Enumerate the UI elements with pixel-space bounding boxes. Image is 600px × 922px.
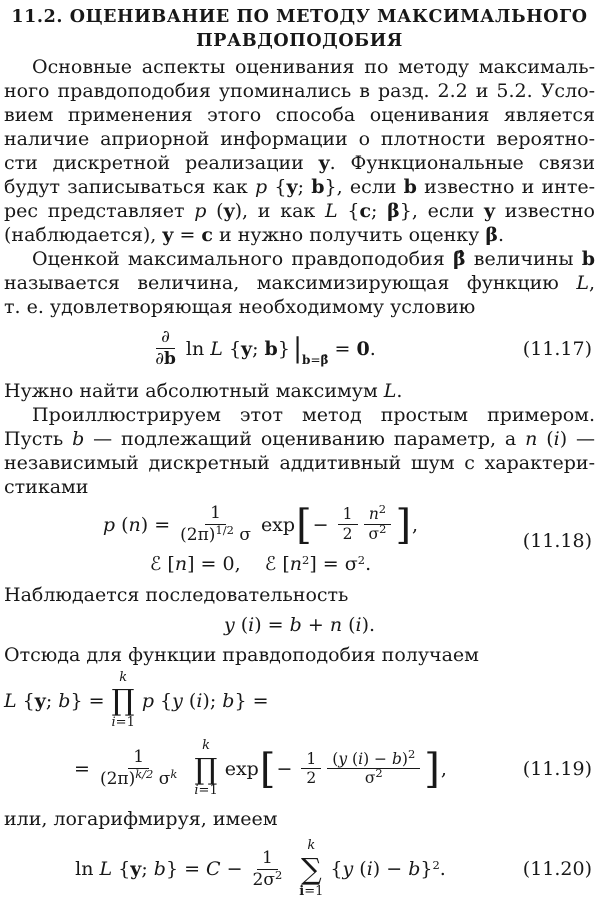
text-segment: (2π): [180, 525, 216, 545]
paragraph-estimate-definition: [4, 247, 595, 319]
equation-11-20: [4, 839, 595, 899]
minus-sign: [276, 758, 298, 780]
normalization-fraction: [175, 503, 256, 547]
text-segment: ) −: [363, 749, 392, 768]
text-segment: }, если: [324, 176, 404, 198]
squared-residual-term: [330, 858, 445, 880]
variance-fraction: [248, 848, 288, 892]
text-segment: ;: [252, 337, 265, 360]
text-segment: ln: [75, 858, 100, 881]
fraction-numerator: [364, 502, 391, 525]
text-segment: .: [369, 337, 376, 360]
text-segment: 2: [357, 552, 366, 567]
text-line: [4, 451, 595, 475]
text-line: [4, 427, 595, 451]
text-segment: ).: [361, 613, 376, 636]
fraction-numerator: [128, 747, 149, 769]
equation-11-18-row2: [4, 549, 517, 579]
text-segment: будут записываться как: [4, 176, 256, 198]
text-segment: b: [289, 613, 302, 636]
text-segment: b: [581, 248, 596, 270]
text-line: [4, 807, 595, 831]
text-segment: известно и инте-: [416, 176, 596, 198]
noise-ratio-fraction: [364, 502, 392, 543]
evaluated-at-bar: [292, 332, 329, 367]
text-segment: b: [264, 337, 278, 360]
text-segment: 1: [262, 847, 273, 868]
text-segment: y: [223, 613, 235, 636]
text-segment: n: [525, 427, 538, 450]
text-segment: вием применения этого способа оценивания является: [4, 104, 595, 126]
text-segment: (: [115, 513, 129, 536]
text-segment: [: [276, 552, 290, 575]
text-line: [4, 295, 595, 319]
text-line: [4, 223, 595, 247]
text-segment: y: [286, 176, 298, 198]
text-segment: =: [173, 224, 202, 246]
text-segment: или, логарифмируя, имеем: [4, 808, 278, 831]
text-segment: ℰ: [264, 552, 277, 575]
text-segment: p: [255, 176, 268, 198]
text-segment: y: [241, 337, 253, 360]
text-segment: наличие априорной информации о плотности вероятно-: [4, 128, 595, 150]
text-segment: β: [387, 200, 400, 222]
text-segment: c: [359, 200, 372, 222]
moment-conditions: [150, 553, 371, 575]
text-segment: y: [34, 689, 46, 712]
text-line: [4, 127, 595, 151]
text-segment: =1: [198, 783, 218, 799]
text-segment: . Функциональные связи: [329, 152, 595, 174]
text-segment: i: [553, 427, 560, 450]
text-segment: C: [206, 858, 221, 881]
text-segment: i: [194, 783, 199, 799]
text-segment: L: [210, 337, 223, 360]
text-segment: i: [111, 714, 116, 730]
text-segment: b: [153, 858, 166, 881]
text-segment: }: [420, 858, 433, 881]
product-symbol: ∏: [194, 751, 218, 786]
text-line: [4, 79, 595, 103]
fraction-numerator: [327, 746, 420, 770]
text-segment: Оценкой максимального правдоподобия: [32, 248, 453, 270]
one-half-fraction: [301, 750, 321, 788]
equation-11-18: [4, 503, 595, 579]
text-segment: b: [58, 689, 71, 712]
text-segment: σ: [364, 769, 376, 788]
text-segment: Наблюдается последовательность: [4, 583, 349, 606]
text-line: [4, 151, 595, 175]
text-segment: ln: [185, 337, 211, 360]
text-segment: n: [329, 613, 343, 636]
one-half-fraction: [338, 505, 358, 543]
text-segment: n: [289, 552, 303, 575]
text-segment: ∂: [155, 349, 165, 370]
right-bracket: ]: [424, 745, 440, 793]
text-segment: т. е. удовлетворяющая необходимому условию: [4, 296, 476, 318]
fraction-denominator: [338, 525, 358, 544]
fraction-denominator: [248, 867, 288, 891]
text-segment: L: [325, 200, 338, 222]
text-segment: 1: [133, 747, 145, 768]
fraction-denominator: [360, 766, 388, 788]
partial-derivative-fraction: [150, 327, 181, 371]
text-segment: y: [484, 200, 496, 222]
text-line: [4, 271, 595, 295]
text-segment: ;: [141, 858, 154, 881]
text-segment: ;: [371, 200, 388, 222]
text-segment: 1: [306, 749, 317, 768]
text-segment: 1/2: [215, 523, 234, 537]
product-operator: [194, 739, 217, 799]
text-segment: c: [201, 224, 213, 246]
text-segment: =1: [304, 883, 324, 899]
text-line: [4, 583, 595, 607]
text-segment: +: [301, 613, 330, 636]
paragraph-taking-logarithm: [4, 807, 595, 831]
text-segment: b: [311, 176, 325, 198]
text-segment: exp: [224, 757, 259, 780]
text-segment: σ: [233, 525, 251, 545]
equals-zero: [328, 338, 375, 360]
minus-sign: [313, 514, 335, 536]
text-segment: рес представляет: [4, 200, 195, 222]
product-term: [142, 690, 269, 712]
text-segment: y: [162, 224, 174, 246]
text-segment: {: [154, 689, 173, 712]
text-segment: y: [223, 200, 235, 222]
text-segment: −: [276, 757, 299, 780]
text-segment: p: [141, 689, 155, 712]
text-line: [4, 379, 595, 403]
log-likelihood-lhs: [75, 858, 242, 880]
text-segment: ): [401, 749, 408, 768]
text-line: [4, 247, 595, 271]
fraction-denominator: [301, 769, 321, 788]
text-segment: (: [234, 613, 249, 636]
text-segment: k: [170, 767, 178, 782]
normalization-fraction: [95, 747, 182, 791]
text-segment: 2: [274, 867, 283, 882]
equation-11-17: [4, 327, 595, 371]
equation-number-11-18: (11.18): [522, 529, 592, 552]
exp-operator: [261, 514, 295, 536]
paragraph-example-setup: [4, 379, 595, 499]
text-segment: 2: [378, 502, 387, 517]
text-segment: i: [299, 883, 305, 899]
text-segment: 2: [432, 858, 440, 873]
text-line: [4, 475, 595, 499]
text-segment: i: [248, 613, 255, 636]
left-bracket: [: [296, 501, 312, 548]
equation-number-11-20: (11.20): [522, 858, 592, 881]
text-segment: b: [164, 349, 176, 370]
text-line: [4, 403, 595, 427]
product-operator: [112, 671, 135, 731]
text-segment: k: [202, 737, 210, 753]
text-segment: Нужно найти абсолютный максимум: [4, 379, 384, 402]
fraction-numerator: [301, 750, 321, 770]
text-segment: ℰ: [149, 552, 162, 575]
text-segment: L: [99, 858, 113, 881]
text-segment: (: [332, 749, 339, 768]
text-segment: {: [222, 337, 242, 360]
text-segment: величины: [465, 248, 582, 270]
paragraph-likelihood-derivation: [4, 643, 595, 667]
text-segment: n: [368, 505, 379, 524]
text-segment: 1: [210, 502, 221, 523]
log-likelihood-expression: [186, 338, 290, 360]
text-segment: (2π): [99, 769, 136, 790]
observation-model-expression: [224, 614, 375, 636]
text-segment: ∂: [161, 327, 170, 347]
text-segment: {: [112, 858, 131, 881]
text-segment: k/2: [135, 767, 154, 782]
product-lower-limit: [194, 784, 217, 799]
text-segment: стиками: [4, 475, 89, 498]
text-segment: β: [485, 224, 498, 246]
text-segment: [: [161, 552, 175, 575]
sum-lower-limit: [299, 885, 323, 900]
text-segment: β̂: [452, 248, 466, 270]
text-segment: y: [318, 152, 330, 174]
paragraph-intro: [4, 55, 595, 247]
text-segment: {: [330, 858, 343, 881]
fraction-denominator: [364, 522, 392, 544]
text-segment: .: [396, 379, 403, 402]
fraction-numerator: [257, 848, 278, 870]
text-segment: (: [537, 427, 554, 450]
text-segment: 2: [342, 525, 353, 543]
text-segment: Отсюда для функции правдоподобия получаем: [4, 643, 479, 666]
text-segment: независимый дискретный аддитивный шум с характери-: [4, 451, 595, 474]
text-segment: p: [194, 200, 207, 222]
evaluation-subscript: [302, 354, 328, 366]
text-segment: }, если: [399, 200, 484, 222]
text-segment: ] = σ: [309, 552, 358, 575]
text-segment: } =: [70, 689, 105, 712]
text-segment: называется величина, максимизирующая функцию: [4, 272, 577, 294]
text-segment: y: [338, 749, 348, 768]
fraction-numerator: [338, 505, 358, 525]
text-segment: y: [342, 858, 354, 881]
text-segment: i: [196, 689, 203, 712]
text-segment: 2: [302, 552, 310, 567]
text-segment: 2: [407, 746, 416, 761]
text-segment: −: [220, 858, 243, 881]
text-segment: ного правдоподобия упоминались в разд. 2.2 и 5.2. Усло-: [4, 80, 595, 102]
text-segment: b: [391, 749, 402, 768]
text-segment: {: [337, 200, 360, 222]
text-segment: k: [119, 669, 128, 685]
trailing-comma: [412, 514, 418, 536]
equation-observation-model: [4, 614, 595, 636]
text-line: [4, 175, 595, 199]
left-bracket: [: [259, 745, 276, 793]
text-segment: exp: [260, 513, 296, 536]
fraction-denominator: [150, 349, 181, 370]
text-segment: −: [312, 513, 335, 536]
vertical-bar: |: [292, 332, 303, 364]
fraction-denominator: [95, 769, 182, 790]
text-segment: σ: [153, 769, 171, 790]
text-segment: ,: [412, 513, 419, 536]
text-segment: L: [576, 272, 589, 294]
product-lower-limit: [112, 716, 135, 731]
text-segment: {: [267, 176, 287, 198]
text-segment: (: [182, 689, 197, 712]
text-segment: ) −: [372, 858, 409, 881]
paragraph-observed-sequence: [4, 583, 595, 607]
text-segment: y: [130, 858, 142, 881]
text-segment: ] = 0,: [187, 552, 265, 575]
text-segment: (: [342, 613, 356, 636]
residual-ratio-fraction: [327, 746, 420, 788]
sum-operator: [299, 839, 323, 899]
text-segment: 1: [342, 505, 353, 524]
equation-11-19: [4, 739, 595, 799]
text-segment: n: [128, 513, 141, 536]
text-segment: (наблюдается),: [4, 224, 163, 246]
section-heading-line1: 11.2. ОЦЕНИВАНИЕ ПО МЕТОДУ МАКСИМАЛЬНОГО: [11, 7, 588, 27]
exp-operator: [225, 758, 259, 780]
text-segment: b: [72, 427, 85, 450]
text-segment: 2: [306, 769, 317, 788]
text-segment: (: [347, 749, 359, 768]
text-segment: b: [403, 176, 417, 198]
text-segment: 2: [375, 766, 383, 781]
equation-number-11-19: (11.19): [522, 757, 592, 780]
text-segment: } =: [234, 689, 269, 712]
density-lhs: [103, 514, 170, 536]
text-segment: 2: [379, 522, 387, 536]
text-segment: σ: [368, 525, 380, 543]
text-segment: y: [172, 689, 183, 712]
section-heading: [4, 6, 595, 53]
text-segment: ;: [45, 689, 59, 712]
right-bracket: ]: [395, 501, 412, 548]
text-segment: — подлежащий оцениванию параметр, а: [84, 427, 526, 450]
equals-sign: [74, 758, 90, 780]
text-segment: b: [222, 689, 235, 712]
text-segment: }: [277, 337, 290, 360]
text-line: [4, 643, 595, 667]
text-line: [4, 103, 595, 127]
fraction-numerator: [205, 503, 226, 525]
product-symbol: ∏: [111, 683, 135, 718]
text-segment: n: [174, 552, 188, 575]
text-segment: Пусть: [4, 427, 73, 450]
text-segment: L: [383, 379, 397, 402]
text-segment: i: [355, 613, 362, 636]
equation-number-11-17: (11.17): [522, 337, 592, 360]
text-segment: p: [102, 513, 116, 536]
text-segment: 2σ: [252, 869, 275, 890]
text-segment: .: [365, 552, 372, 575]
text-segment: β̂: [320, 352, 329, 367]
sum-symbol: ∑: [301, 852, 322, 887]
text-segment: (: [206, 200, 224, 222]
text-segment: Основные аспекты оценивания по методу максималь-: [32, 56, 595, 78]
text-segment: Проиллюстрируем этот метод простым примером.: [32, 403, 595, 426]
text-segment: (: [353, 858, 367, 881]
equation-11-18-row1: [4, 503, 517, 547]
text-segment: =: [328, 337, 357, 360]
text-segment: ,: [440, 757, 447, 780]
text-segment: =1: [115, 714, 135, 730]
text-segment: ), и как: [234, 200, 325, 222]
text-segment: } =: [165, 858, 207, 881]
text-segment: и нужно получить оценку: [212, 224, 486, 246]
text-line: [4, 55, 595, 79]
equation-likelihood-product: [4, 671, 595, 731]
text-segment: .: [439, 858, 446, 881]
text-segment: ) =: [140, 513, 171, 536]
text-segment: i: [366, 858, 373, 881]
text-segment: =: [74, 757, 90, 780]
text-segment: сти дискретной реализации: [4, 152, 319, 174]
likelihood-lhs: [4, 690, 105, 712]
trailing-comma: [441, 758, 447, 780]
text-segment: b: [302, 352, 311, 367]
text-segment: L: [4, 689, 17, 712]
section-heading-line2: ПРАВДОПОДОБИЯ: [196, 31, 403, 51]
text-segment: i: [358, 749, 364, 768]
text-segment: {: [16, 689, 35, 712]
text-segment: b: [408, 858, 421, 881]
text-segment: .: [497, 224, 504, 246]
text-segment: ;: [297, 176, 312, 198]
text-segment: );: [202, 689, 223, 712]
text-segment: k: [307, 838, 316, 854]
text-segment: известно: [495, 200, 595, 222]
text-segment: ) —: [559, 427, 596, 450]
fraction-numerator: [156, 327, 175, 349]
text-segment: =: [310, 352, 321, 367]
text-segment: 0: [356, 337, 370, 360]
text-line: [4, 199, 595, 223]
fraction-denominator: [175, 525, 256, 546]
text-segment: ,: [588, 272, 595, 294]
text-segment: ) =: [254, 613, 290, 636]
